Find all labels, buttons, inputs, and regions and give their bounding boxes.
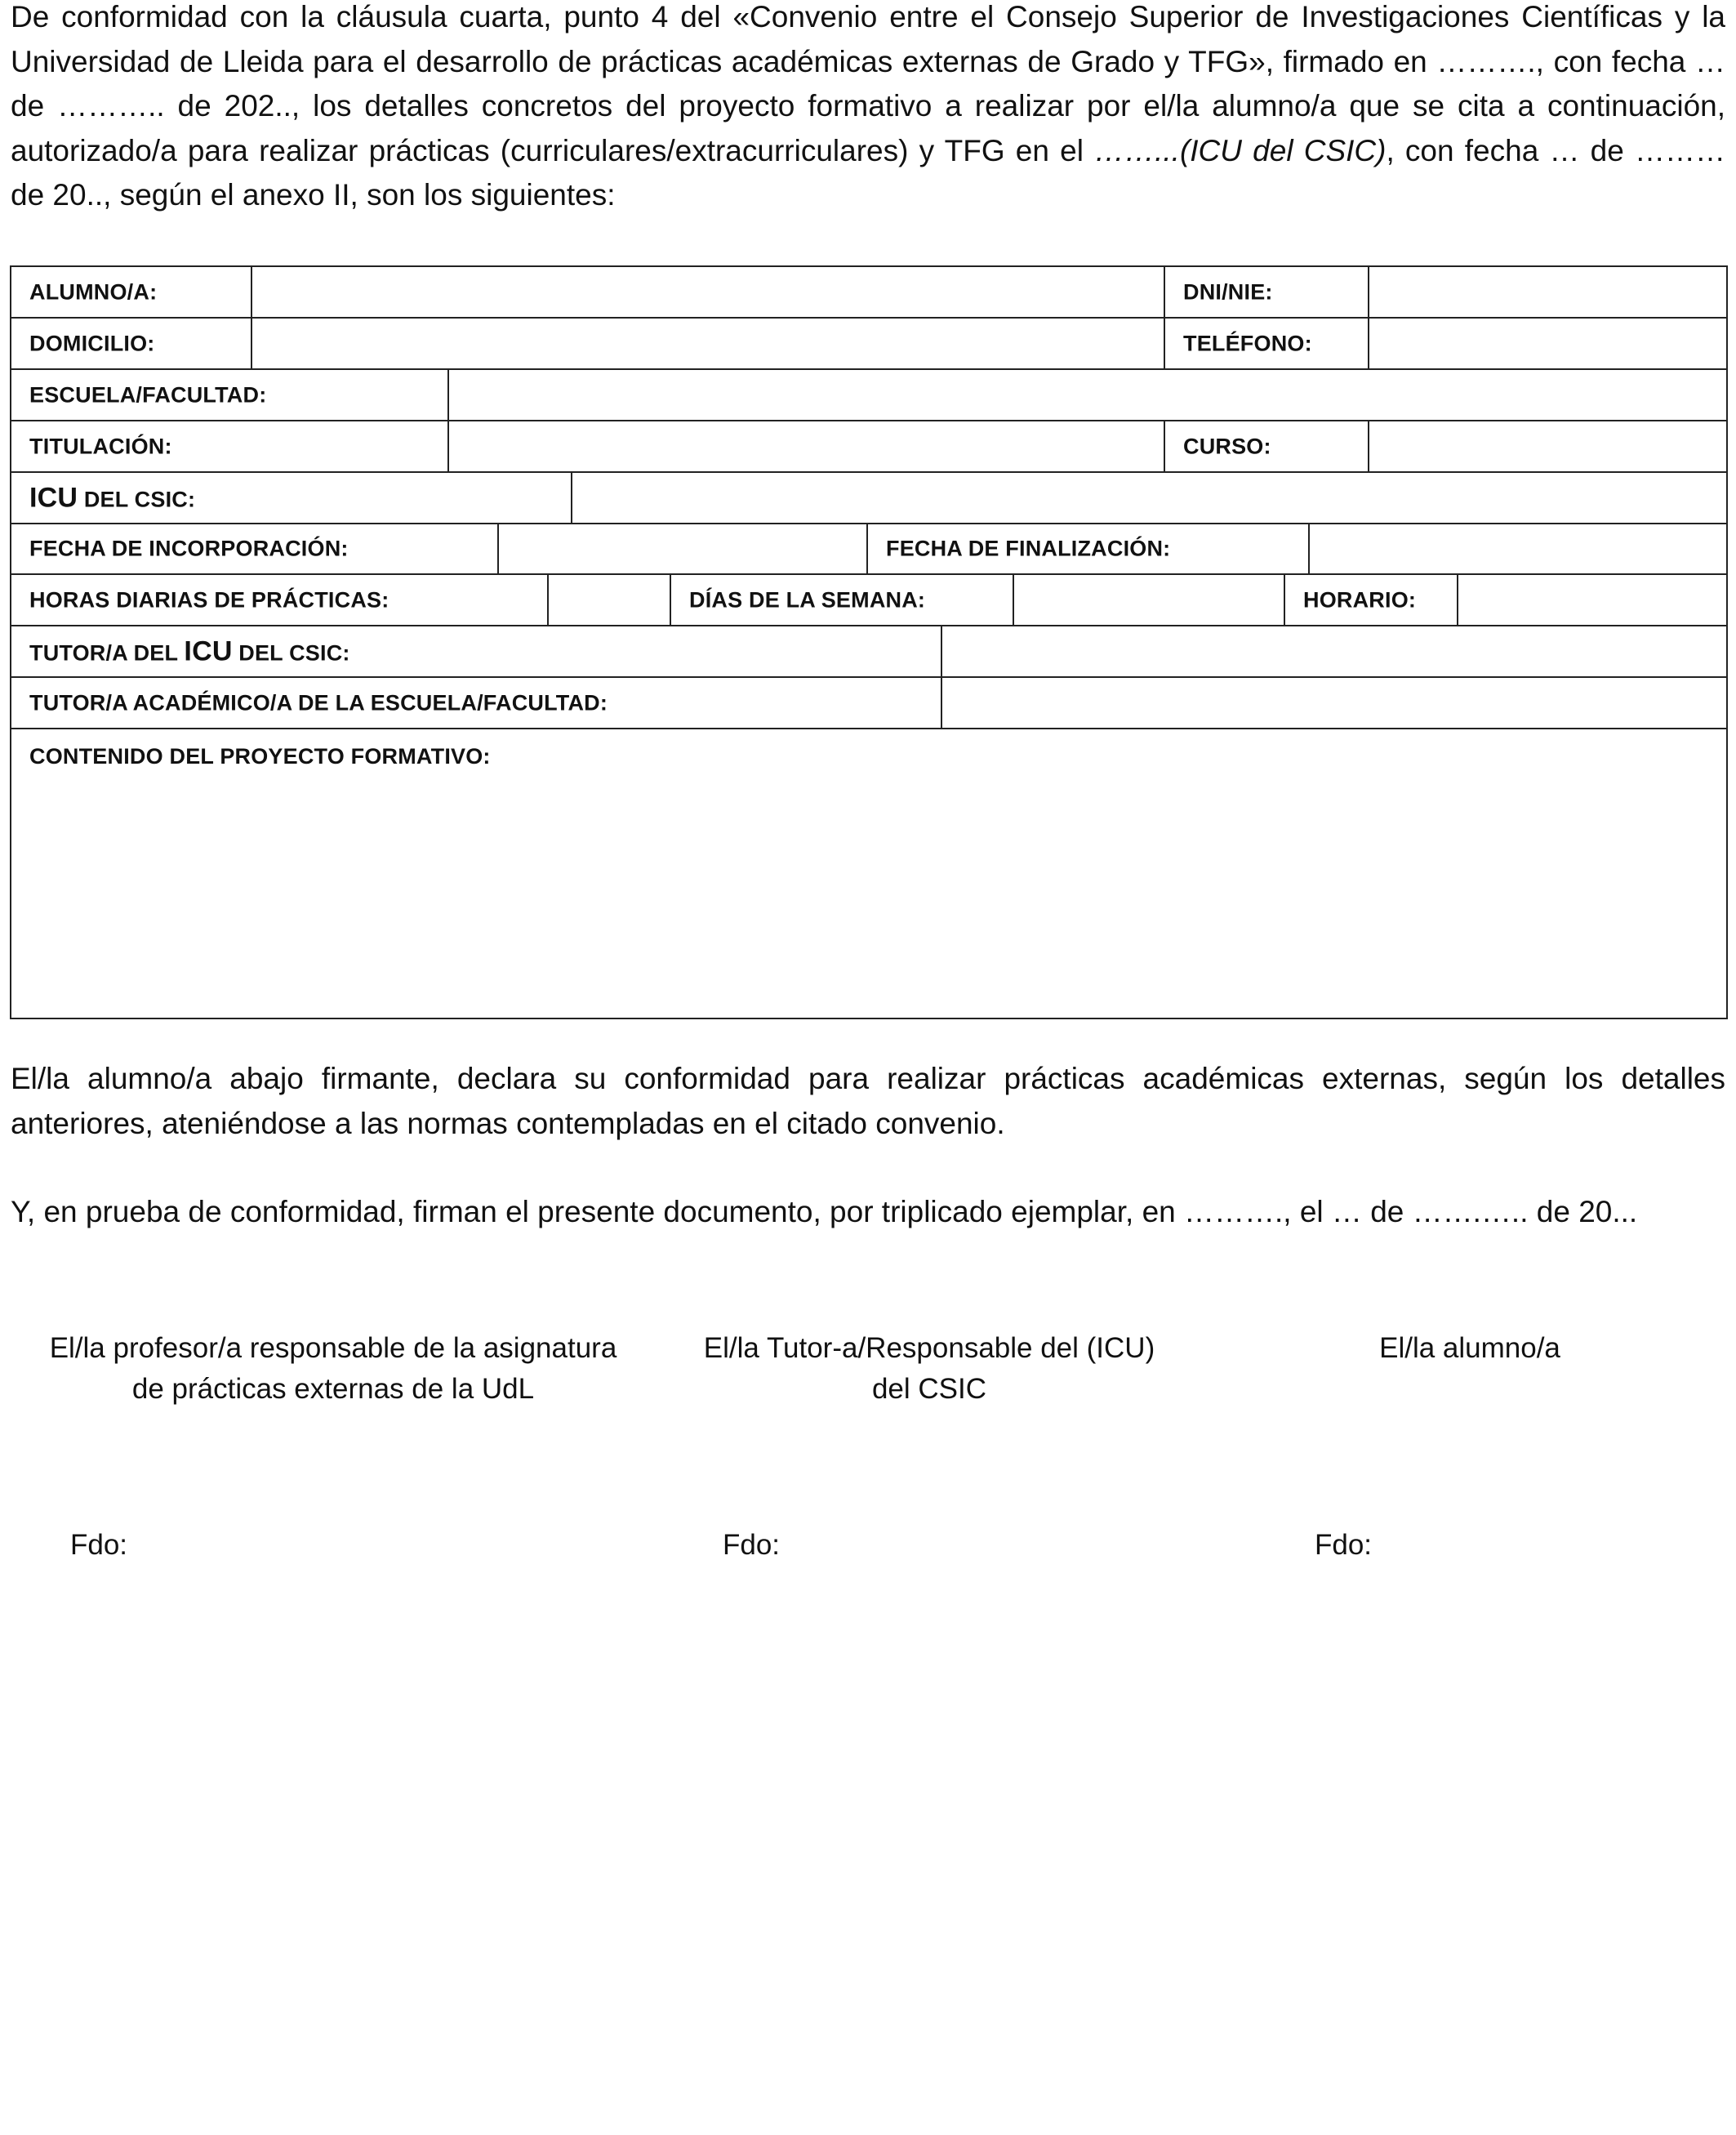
horario-label-cell (1285, 575, 1458, 625)
tutor-icu-label-start: TUTOR/A DEL (29, 640, 185, 665)
domicilio-field[interactable] (252, 319, 1165, 368)
fecha-fin-field[interactable] (1310, 524, 1726, 573)
signature-tutor-title (684, 1328, 1174, 1410)
escuela-label: ESCUELA/FACULTAD: (29, 382, 267, 407)
intro-text-end: , con fecha … de ……… de 20.., según el anexo II, son los siguientes: (11, 133, 1725, 212)
horario-field[interactable] (1458, 575, 1726, 625)
form-row-horas (11, 575, 1726, 626)
form-row-escuela (11, 370, 1726, 421)
intro-icu-placeholder: ……...(ICU del CSIC) (1094, 133, 1387, 167)
form-row-tutor-icu (11, 626, 1726, 678)
titulacion-field[interactable] (449, 421, 1165, 471)
tutor-icu-label (29, 635, 350, 667)
dias-label: DÍAS DE LA SEMANA: (689, 587, 926, 612)
conformity-paragraph: El/la alumno/a abajo firmante, declara su conformidad para realizar prácticas académicas externas, según los detalles anteriores, ateniéndose a las normas contempladas en el citado convenio. (11, 1062, 1725, 1140)
intro-text: De conformidad con la cláusula cuarta, punto 4 del «Convenio entre el Consejo Superior de Investigaciones Científicas y la Universidad de Lleida para el desarrollo de prácticas académicas externas de Grado y TFG», firmado en ………., con fecha … de ……….. de 202.., los detalles concretos del proyecto formativo a realizar por el/la alumno/a que se cita a continuación, autorizado/a para realizar prácticas (curriculares/extracurriculares) y TFG en el (11, 0, 1725, 167)
signature-profesor-title (31, 1328, 635, 1410)
form-row-fechas (11, 524, 1726, 575)
curso-field[interactable] (1369, 421, 1726, 471)
escuela-label-cell (11, 370, 449, 420)
tutor-academico-label: TUTOR/A ACADÉMICO/A DE LA ESCUELA/FACULTAD: (29, 690, 608, 715)
alumno-field[interactable] (252, 267, 1165, 317)
icu-label-cell (11, 473, 572, 523)
form-row-contenido[interactable] (11, 729, 1726, 1018)
dias-label-cell (671, 575, 1014, 625)
signature-alumno-title (1290, 1328, 1649, 1369)
contenido-label: CONTENIDO DEL PROYECTO FORMATIVO: (29, 744, 491, 769)
form-row-tutor-academico (11, 678, 1726, 729)
student-form-table (10, 265, 1728, 1019)
telefono-label-cell (1165, 319, 1369, 368)
escuela-field[interactable] (449, 370, 1726, 420)
form-row-titulacion (11, 421, 1726, 473)
form-row-alumno (11, 267, 1726, 319)
tutor-icu-label-cell (11, 626, 942, 676)
form-row-domicilio (11, 319, 1726, 370)
icu-label (29, 482, 195, 514)
domicilio-label-cell (11, 319, 252, 368)
signature-fdo-profesor: Fdo: (70, 1529, 128, 1561)
form-row-icu (11, 473, 1726, 524)
signature-profesor-line2: de prácticas externas de la UdL (131, 1373, 535, 1405)
tutor-icu-label-acronym: ICU (184, 635, 233, 666)
alumno-label-cell (11, 267, 252, 317)
tutor-icu-label-end: DEL CSIC: (232, 640, 350, 665)
icu-label-rest: DEL CSIC: (78, 487, 196, 511)
curso-label: CURSO: (1183, 434, 1271, 458)
signature-tutor-line1: El/la Tutor-a/Responsable del (ICU) (703, 1332, 1155, 1364)
curso-label-cell (1165, 421, 1369, 471)
signature-alumno-line1: El/la alumno/a (1379, 1332, 1560, 1364)
tutor-academico-field[interactable] (942, 678, 1726, 728)
fecha-fin-label: FECHA DE FINALIZACIÓN: (886, 536, 1171, 561)
signature-profesor-line1: El/la profesor/a responsable de la asignatura (49, 1332, 617, 1364)
tutor-academico-label-cell (11, 678, 942, 728)
horas-field[interactable] (549, 575, 671, 625)
telefono-field[interactable] (1369, 319, 1726, 368)
fecha-inicio-field[interactable] (499, 524, 868, 573)
tutor-icu-field[interactable] (942, 626, 1726, 676)
dni-field[interactable] (1369, 267, 1726, 317)
titulacion-label-cell (11, 421, 449, 471)
signature-tutor-line2: del CSIC (871, 1373, 987, 1405)
signature-fdo-tutor: Fdo: (723, 1529, 781, 1561)
icu-label-acronym: ICU (29, 482, 78, 513)
intro-paragraph (11, 0, 1725, 218)
dni-label-cell (1165, 267, 1369, 317)
telefono-label: TELÉFONO: (1183, 331, 1312, 355)
fecha-inicio-label: FECHA DE INCORPORACIÓN: (29, 536, 349, 561)
signature-fdo-alumno: Fdo: (1315, 1529, 1373, 1561)
fecha-inicio-label-cell (11, 524, 499, 573)
fecha-fin-label-cell (868, 524, 1310, 573)
domicilio-label: DOMICILIO: (29, 331, 155, 355)
horas-label-cell (11, 575, 549, 625)
horario-label: HORARIO: (1303, 587, 1417, 612)
dias-field[interactable] (1014, 575, 1285, 625)
dni-label: DNI/NIE: (1183, 279, 1273, 304)
proof-paragraph: Y, en prueba de conformidad, firman el presente documento, por triplicado ejemplar, en ………., el … de …….….. de 20... (11, 1195, 1638, 1228)
alumno-label: ALUMNO/A: (29, 279, 158, 304)
icu-field[interactable] (572, 473, 1726, 523)
titulacion-label: TITULACIÓN: (29, 434, 172, 458)
horas-label: HORAS DIARIAS DE PRÁCTICAS: (29, 587, 389, 612)
